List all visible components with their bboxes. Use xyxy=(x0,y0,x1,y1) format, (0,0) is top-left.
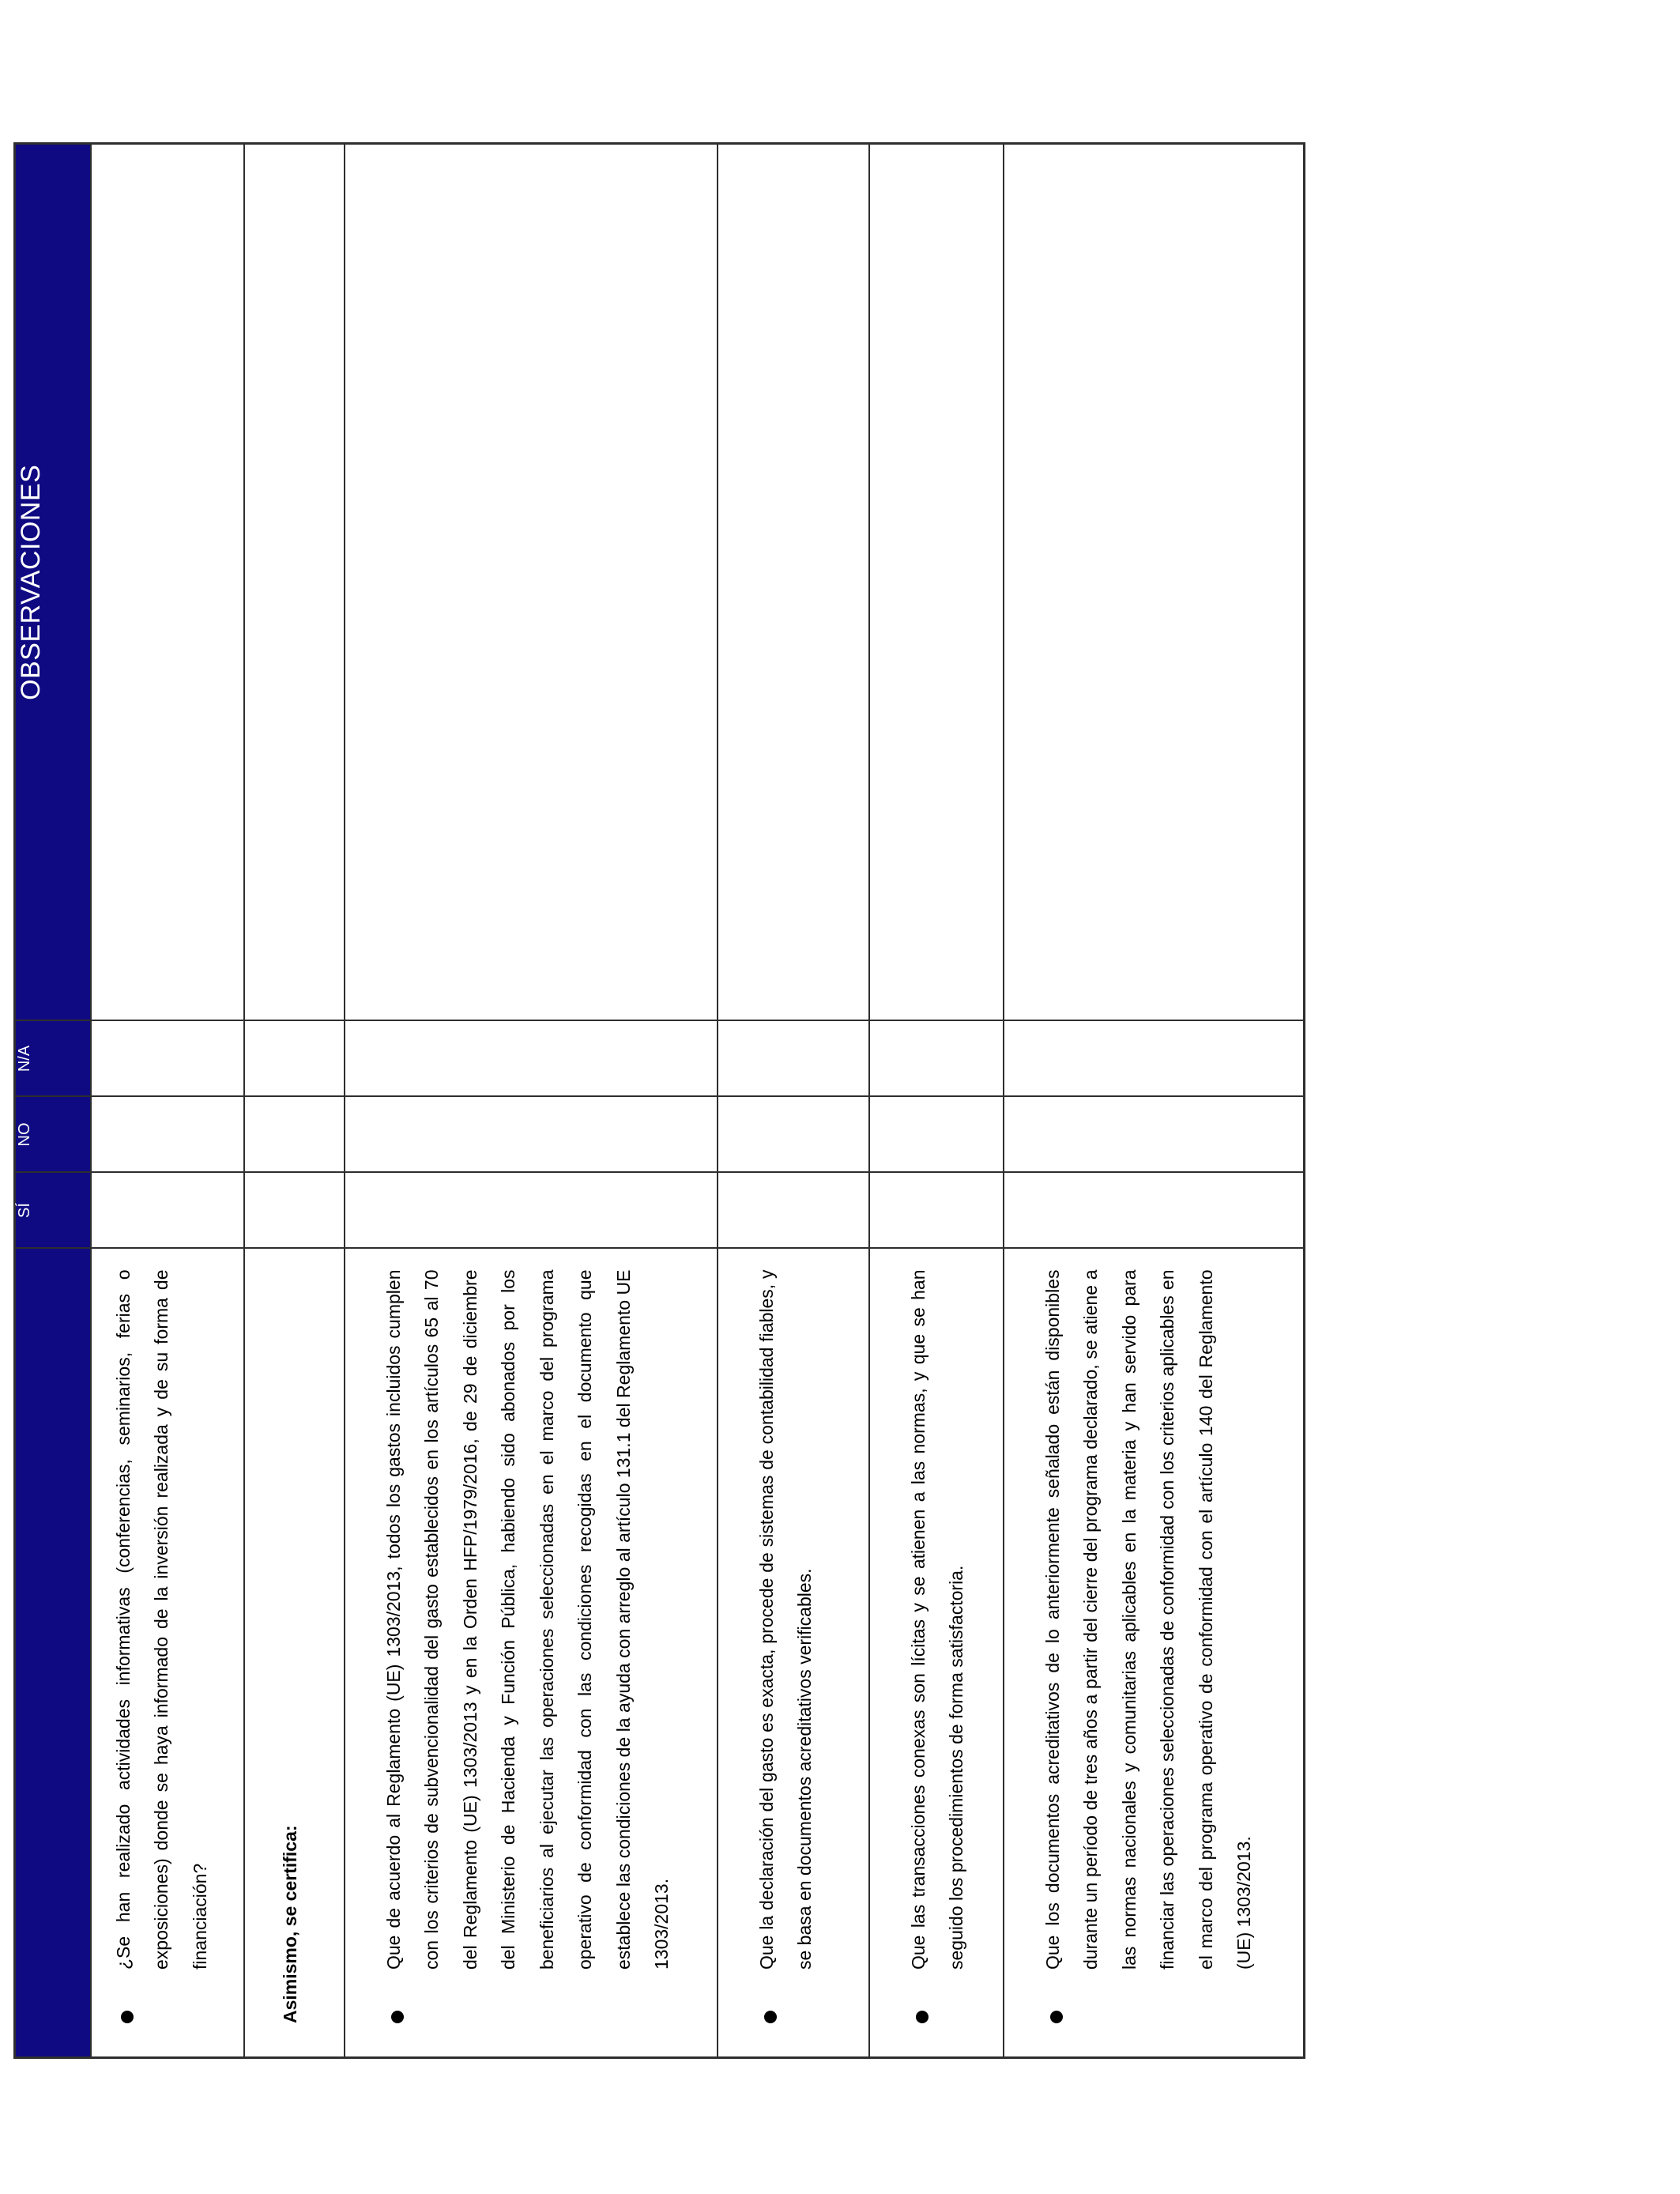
item-text: Que las transacciones conexas son lícitas y se atienen a las normas, y que se han seguido los procedimientos de forma satisfactoria. xyxy=(907,1269,966,1970)
checklist-table xyxy=(13,142,1305,2059)
no-cell[interactable] xyxy=(91,1097,244,1173)
header-observaciones: OBSERVACIONES xyxy=(15,144,91,1021)
header-na: N/A xyxy=(15,1021,91,1097)
table-row xyxy=(244,144,345,2058)
item-text: ¿Se han realizado actividades informativas (conferencias, seminarios, ferias o exposiciones) donde se haya informado de la inversión realizada y de su forma de financiación? xyxy=(112,1269,210,1970)
bullet-icon xyxy=(764,2011,777,2023)
bullet-icon xyxy=(1050,2011,1063,2023)
no-cell[interactable] xyxy=(1004,1097,1305,1173)
observaciones-cell[interactable] xyxy=(718,144,869,1021)
header-no: NO xyxy=(15,1097,91,1173)
item-text: Que de acuerdo al Reglamento (UE) 1303/2013, todos los gastos incluidos cumplen con los criterios de subvencionalidad del gasto establecidos en los artículos 65 al 70 del Reglamento (UE) 1303/2013 y en la Orden HFP/1979/2016, de 29 de diciembre del Ministerio de Hacienda y Función Pública, habiendo sido abonados por los beneficiarios al ejecutar las operaciones seleccionadas en el marco del programa operativo de conformidad con las condiciones recogidas en el documento que establece las condiciones de la ayuda con arreglo al artículo 131.1 del Reglamento UE 1303/2013. xyxy=(382,1269,672,1970)
observaciones-cell[interactable] xyxy=(91,144,244,1021)
si-cell[interactable] xyxy=(869,1173,1004,1249)
no-cell[interactable] xyxy=(718,1097,869,1173)
no-cell[interactable] xyxy=(345,1097,718,1173)
header-si: SÍ xyxy=(15,1173,91,1249)
section-heading: Asimismo, se certifica: xyxy=(279,1825,300,2023)
observaciones-cell[interactable] xyxy=(345,144,718,1021)
bullet-icon xyxy=(391,2011,404,2023)
section-cell xyxy=(244,1249,345,2058)
item-cell xyxy=(1004,1249,1305,2058)
si-cell[interactable] xyxy=(1004,1173,1305,1249)
item-text: Que la declaración del gasto es exacta, procede de sistemas de contabilidad fiables, y se basa en documentos acreditativos verificables. xyxy=(755,1269,815,1970)
na-cell[interactable] xyxy=(91,1021,244,1097)
checklist-page xyxy=(13,145,1303,2059)
si-cell[interactable] xyxy=(91,1173,244,1249)
item-cell xyxy=(91,1249,244,2058)
table-row xyxy=(1004,144,1305,2058)
no-cell[interactable] xyxy=(869,1097,1004,1173)
item-cell xyxy=(869,1249,1004,2058)
observaciones-cell[interactable] xyxy=(1004,144,1305,1021)
observaciones-cell[interactable] xyxy=(244,144,345,1021)
si-cell[interactable] xyxy=(345,1173,718,1249)
table-header-row xyxy=(15,144,91,2058)
na-cell[interactable] xyxy=(345,1021,718,1097)
bullet-icon xyxy=(121,2011,134,2023)
si-cell[interactable] xyxy=(244,1173,345,1249)
observaciones-cell[interactable] xyxy=(869,144,1004,1021)
table-row xyxy=(91,144,244,2058)
table-row xyxy=(718,144,869,2058)
item-cell xyxy=(718,1249,869,2058)
item-cell xyxy=(345,1249,718,2058)
table-row xyxy=(345,144,718,2058)
na-cell[interactable] xyxy=(869,1021,1004,1097)
item-text: Que los documentos acreditativos de lo anteriormente señalado están disponibles durante un período de tres años a partir del cierre del programa declarado, se atiene a las normas nacionales y comunitarias aplicables en la materia y han servido para financiar las operaciones seleccionadas de conformidad con los criterios aplicables en el marco del programa operativo de conformidad con el artículo 140 del Reglamento (UE) 1303/2013. xyxy=(1042,1269,1254,1970)
na-cell[interactable] xyxy=(718,1021,869,1097)
na-cell[interactable] xyxy=(244,1021,345,1097)
no-cell[interactable] xyxy=(244,1097,345,1173)
header-blank-cell xyxy=(15,1249,91,2058)
table-row xyxy=(869,144,1004,2058)
bullet-icon xyxy=(916,2011,929,2023)
na-cell[interactable] xyxy=(1004,1021,1305,1097)
si-cell[interactable] xyxy=(718,1173,869,1249)
